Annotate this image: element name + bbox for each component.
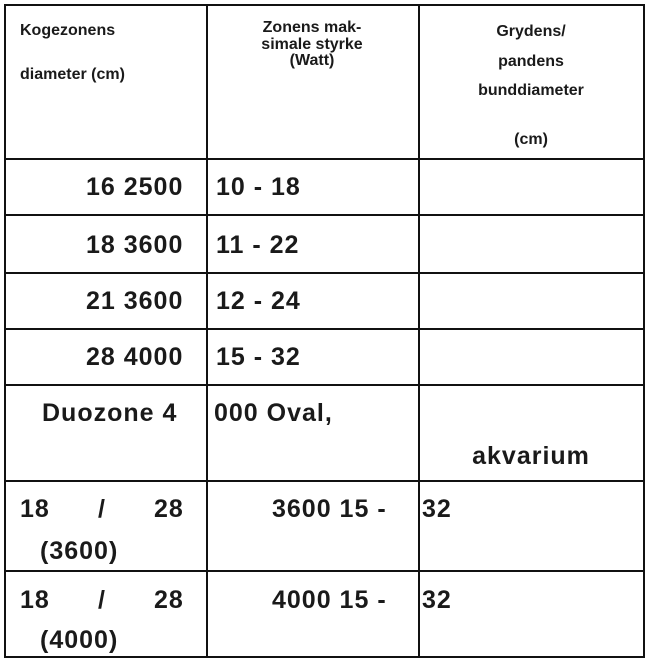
row-2-left: 18 3600 — [86, 231, 184, 259]
border-top — [4, 4, 645, 6]
header-col1-line2: diameter (cm) — [20, 66, 125, 83]
row-7-b: 28 — [154, 586, 184, 614]
row-4-left: 28 4000 — [86, 343, 184, 371]
row-6-c: (3600) — [40, 537, 119, 565]
row-divider — [4, 384, 645, 386]
row-divider — [4, 272, 645, 274]
row-divider — [4, 328, 645, 330]
column-divider — [418, 4, 420, 658]
header-col2-line2: simale styrke — [261, 36, 363, 53]
row-6-a: 18 — [20, 495, 50, 523]
row-6-col3: 32 — [422, 495, 452, 523]
row-7-col3: 32 — [422, 586, 452, 614]
row-1-left: 16 2500 — [86, 173, 184, 201]
row-7-a: 18 — [20, 586, 50, 614]
row-divider — [4, 158, 645, 160]
row-6-mid: 3600 15 - — [272, 495, 387, 523]
row-3-right: 12 - 24 — [216, 287, 301, 315]
header-col3-line2: pandens — [498, 53, 564, 70]
row-1-right: 10 - 18 — [216, 173, 301, 201]
header-col2-line1: Zonens mak- — [262, 19, 362, 36]
row-divider — [4, 214, 645, 216]
row-divider — [4, 480, 645, 482]
row-7-slash: / — [98, 586, 106, 614]
row-7-mid: 4000 15 - — [272, 586, 387, 614]
row-4-right: 15 - 32 — [216, 343, 301, 371]
row-7-c: (4000) — [40, 626, 119, 654]
row-6-slash: / — [98, 495, 106, 523]
header-col2-line3: (Watt) — [289, 52, 335, 69]
row-6-b: 28 — [154, 495, 184, 523]
header-col3-line4: (cm) — [514, 131, 548, 148]
column-divider — [206, 4, 208, 658]
border-right — [643, 4, 645, 658]
row-divider — [4, 570, 645, 572]
header-col3-line1: Grydens/ — [496, 23, 566, 40]
row-3-left: 21 3600 — [86, 287, 184, 315]
duozone-col3: akvarium — [472, 442, 590, 470]
duozone-right: 000 Oval, — [214, 399, 333, 427]
duozone-left: Duozone 4 — [42, 399, 178, 427]
data-table — [4, 4, 645, 658]
border-left — [4, 4, 6, 658]
border-bottom — [4, 656, 645, 658]
header-col3-line3: bunddiameter — [478, 82, 584, 99]
row-2-right: 11 - 22 — [216, 231, 300, 259]
header-col1-line1: Kogezonens — [20, 22, 116, 39]
